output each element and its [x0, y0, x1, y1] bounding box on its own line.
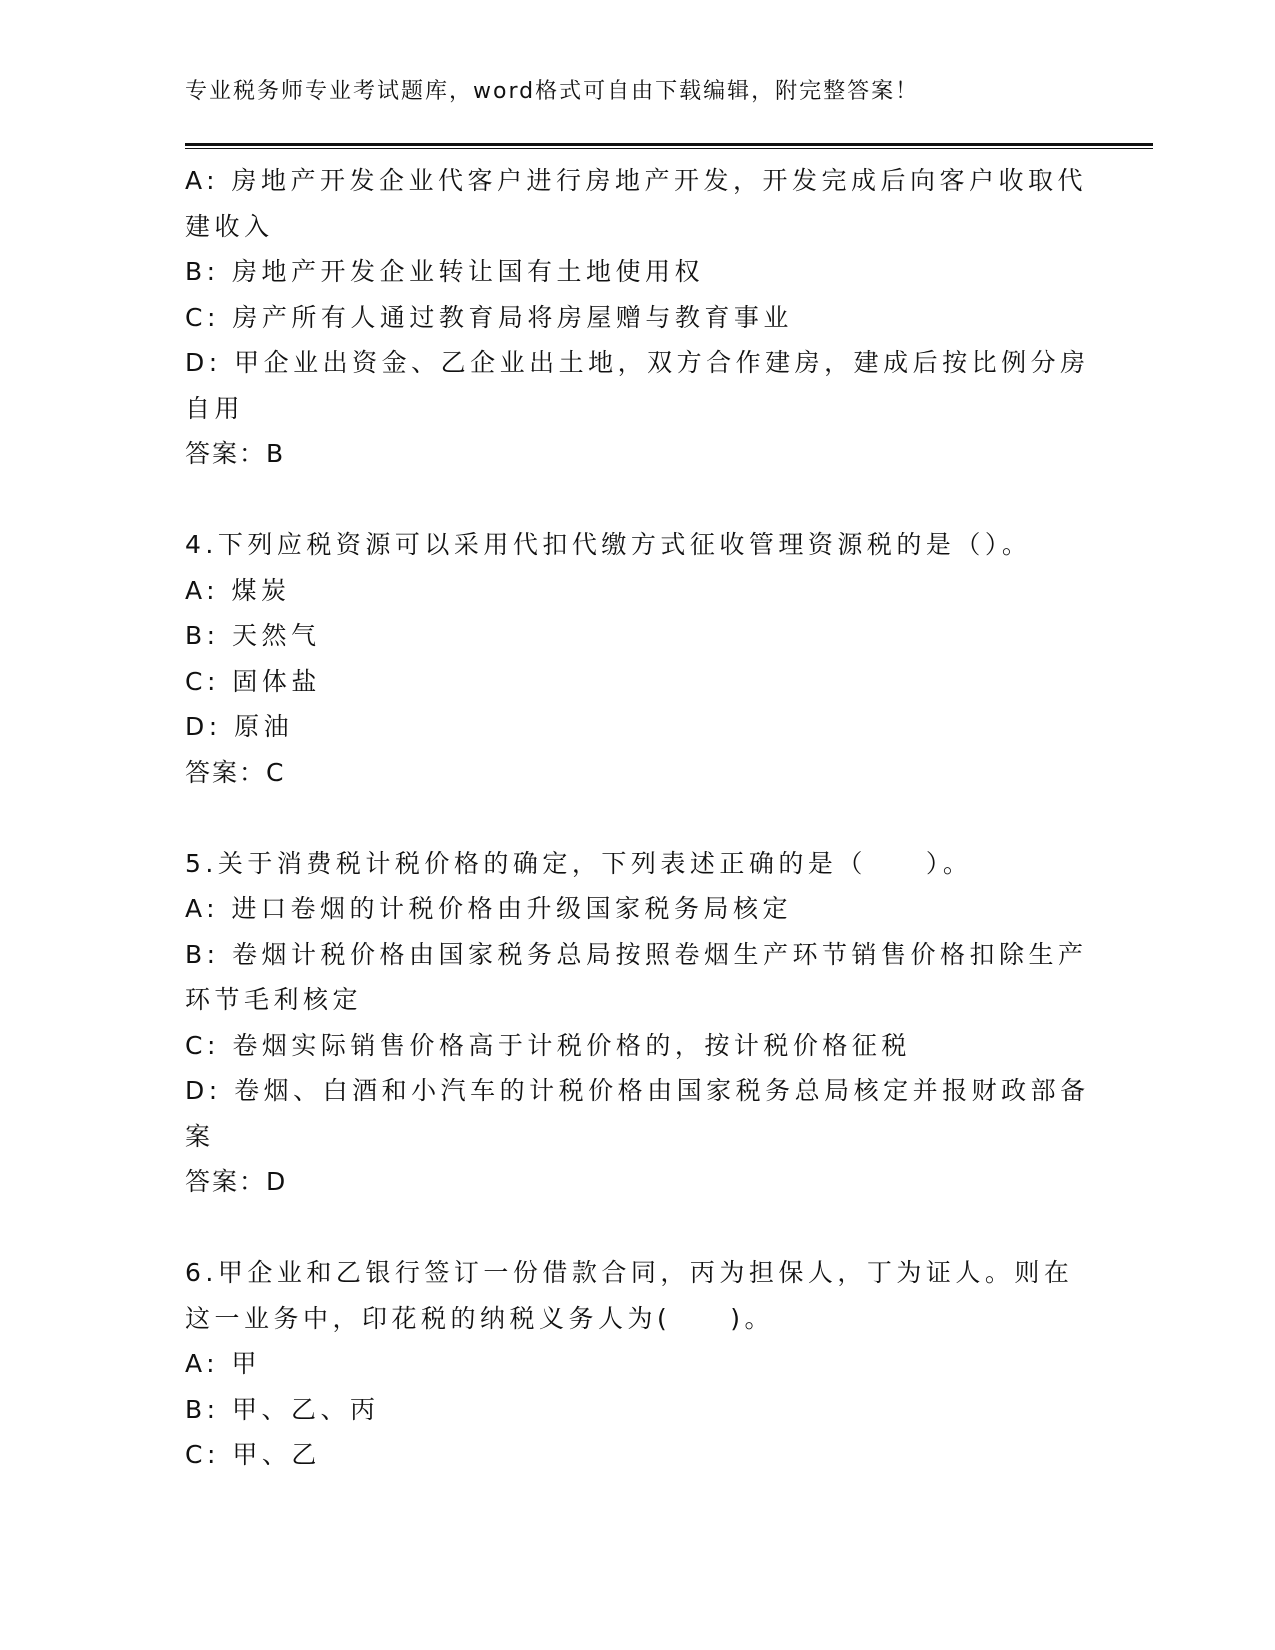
spacer: [185, 477, 1085, 523]
header-rule: [185, 143, 1153, 149]
q3-option-a-line2: 建收入: [185, 211, 274, 241]
q4-option-a: A: 煤炭: [185, 575, 291, 605]
q4-option-d: D: 原油: [185, 712, 294, 741]
q5-option-d-line1: D: 卷烟、白酒和小汽车的计税价格由国家税务总局核定并报财政部备: [185, 1076, 1090, 1105]
spacer: [185, 1205, 1085, 1251]
question-6-block: [185, 1250, 1085, 1478]
question-4-block: [185, 522, 1085, 795]
q5-stem: 5.关于消费税计税价格的确定，下列表述正确的是（ ）。: [185, 848, 973, 878]
q4-stem: 4.下列应税资源可以采用代扣代缴方式征收管理资源税的是（）。: [185, 530, 1032, 559]
question-5-block: [185, 841, 1090, 1205]
q5-answer: 答案：D: [185, 1167, 288, 1196]
q3-option-d-line1: D: 甲企业出资金、乙企业出土地，双方合作建房，建成后按比例分房: [185, 348, 1090, 377]
q6-option-c: C: 甲、乙: [185, 1440, 321, 1469]
q3-option-c: C: 房产所有人通过教育局将房屋赠与教育事业: [185, 302, 793, 332]
q5-option-b-line1: B: 卷烟计税价格由国家税务总局按照卷烟生产环节销售价格扣除生产: [185, 939, 1088, 969]
q6-stem-line1: 6.甲企业和乙银行签订一份借款合同，丙为担保人，丁为证人。则在: [185, 1258, 1074, 1287]
q6-stem-line2: 这一业务中，印花税的纳税义务人为( )。: [185, 1303, 775, 1333]
document-body: [185, 158, 1090, 1478]
q6-option-b: B: 甲、乙、丙: [185, 1394, 380, 1424]
q3-option-b: B: 房地产开发企业转让国有土地使用权: [185, 257, 705, 286]
q5-option-b-line2: 环节毛利核定: [185, 985, 363, 1014]
q3-option-d-line2: 自用: [185, 393, 245, 423]
page-header: 专业税务师专业考试题库，word格式可自由下载编辑，附完整答案！: [185, 79, 920, 104]
spacer: [185, 795, 1085, 841]
q3-option-a-line1: A: 房地产开发企业代客户进行房地产开发，开发完成后向客户收取代: [185, 166, 1088, 195]
q4-option-c: C: 固体盐: [185, 666, 321, 696]
q5-option-c: C: 卷烟实际销售价格高于计税价格的，按计税价格征税: [185, 1030, 911, 1060]
question-3-block: [185, 158, 1090, 477]
q4-option-b: B: 天然气: [185, 621, 321, 650]
q4-answer: 答案：C: [185, 757, 286, 787]
q5-option-a: A: 进口卷烟的计税价格由升级国家税务局核定: [185, 894, 793, 923]
q3-answer: 答案：B: [185, 439, 286, 468]
q6-option-a: A: 甲: [185, 1349, 262, 1378]
q5-option-d-line2: 案: [185, 1121, 215, 1151]
